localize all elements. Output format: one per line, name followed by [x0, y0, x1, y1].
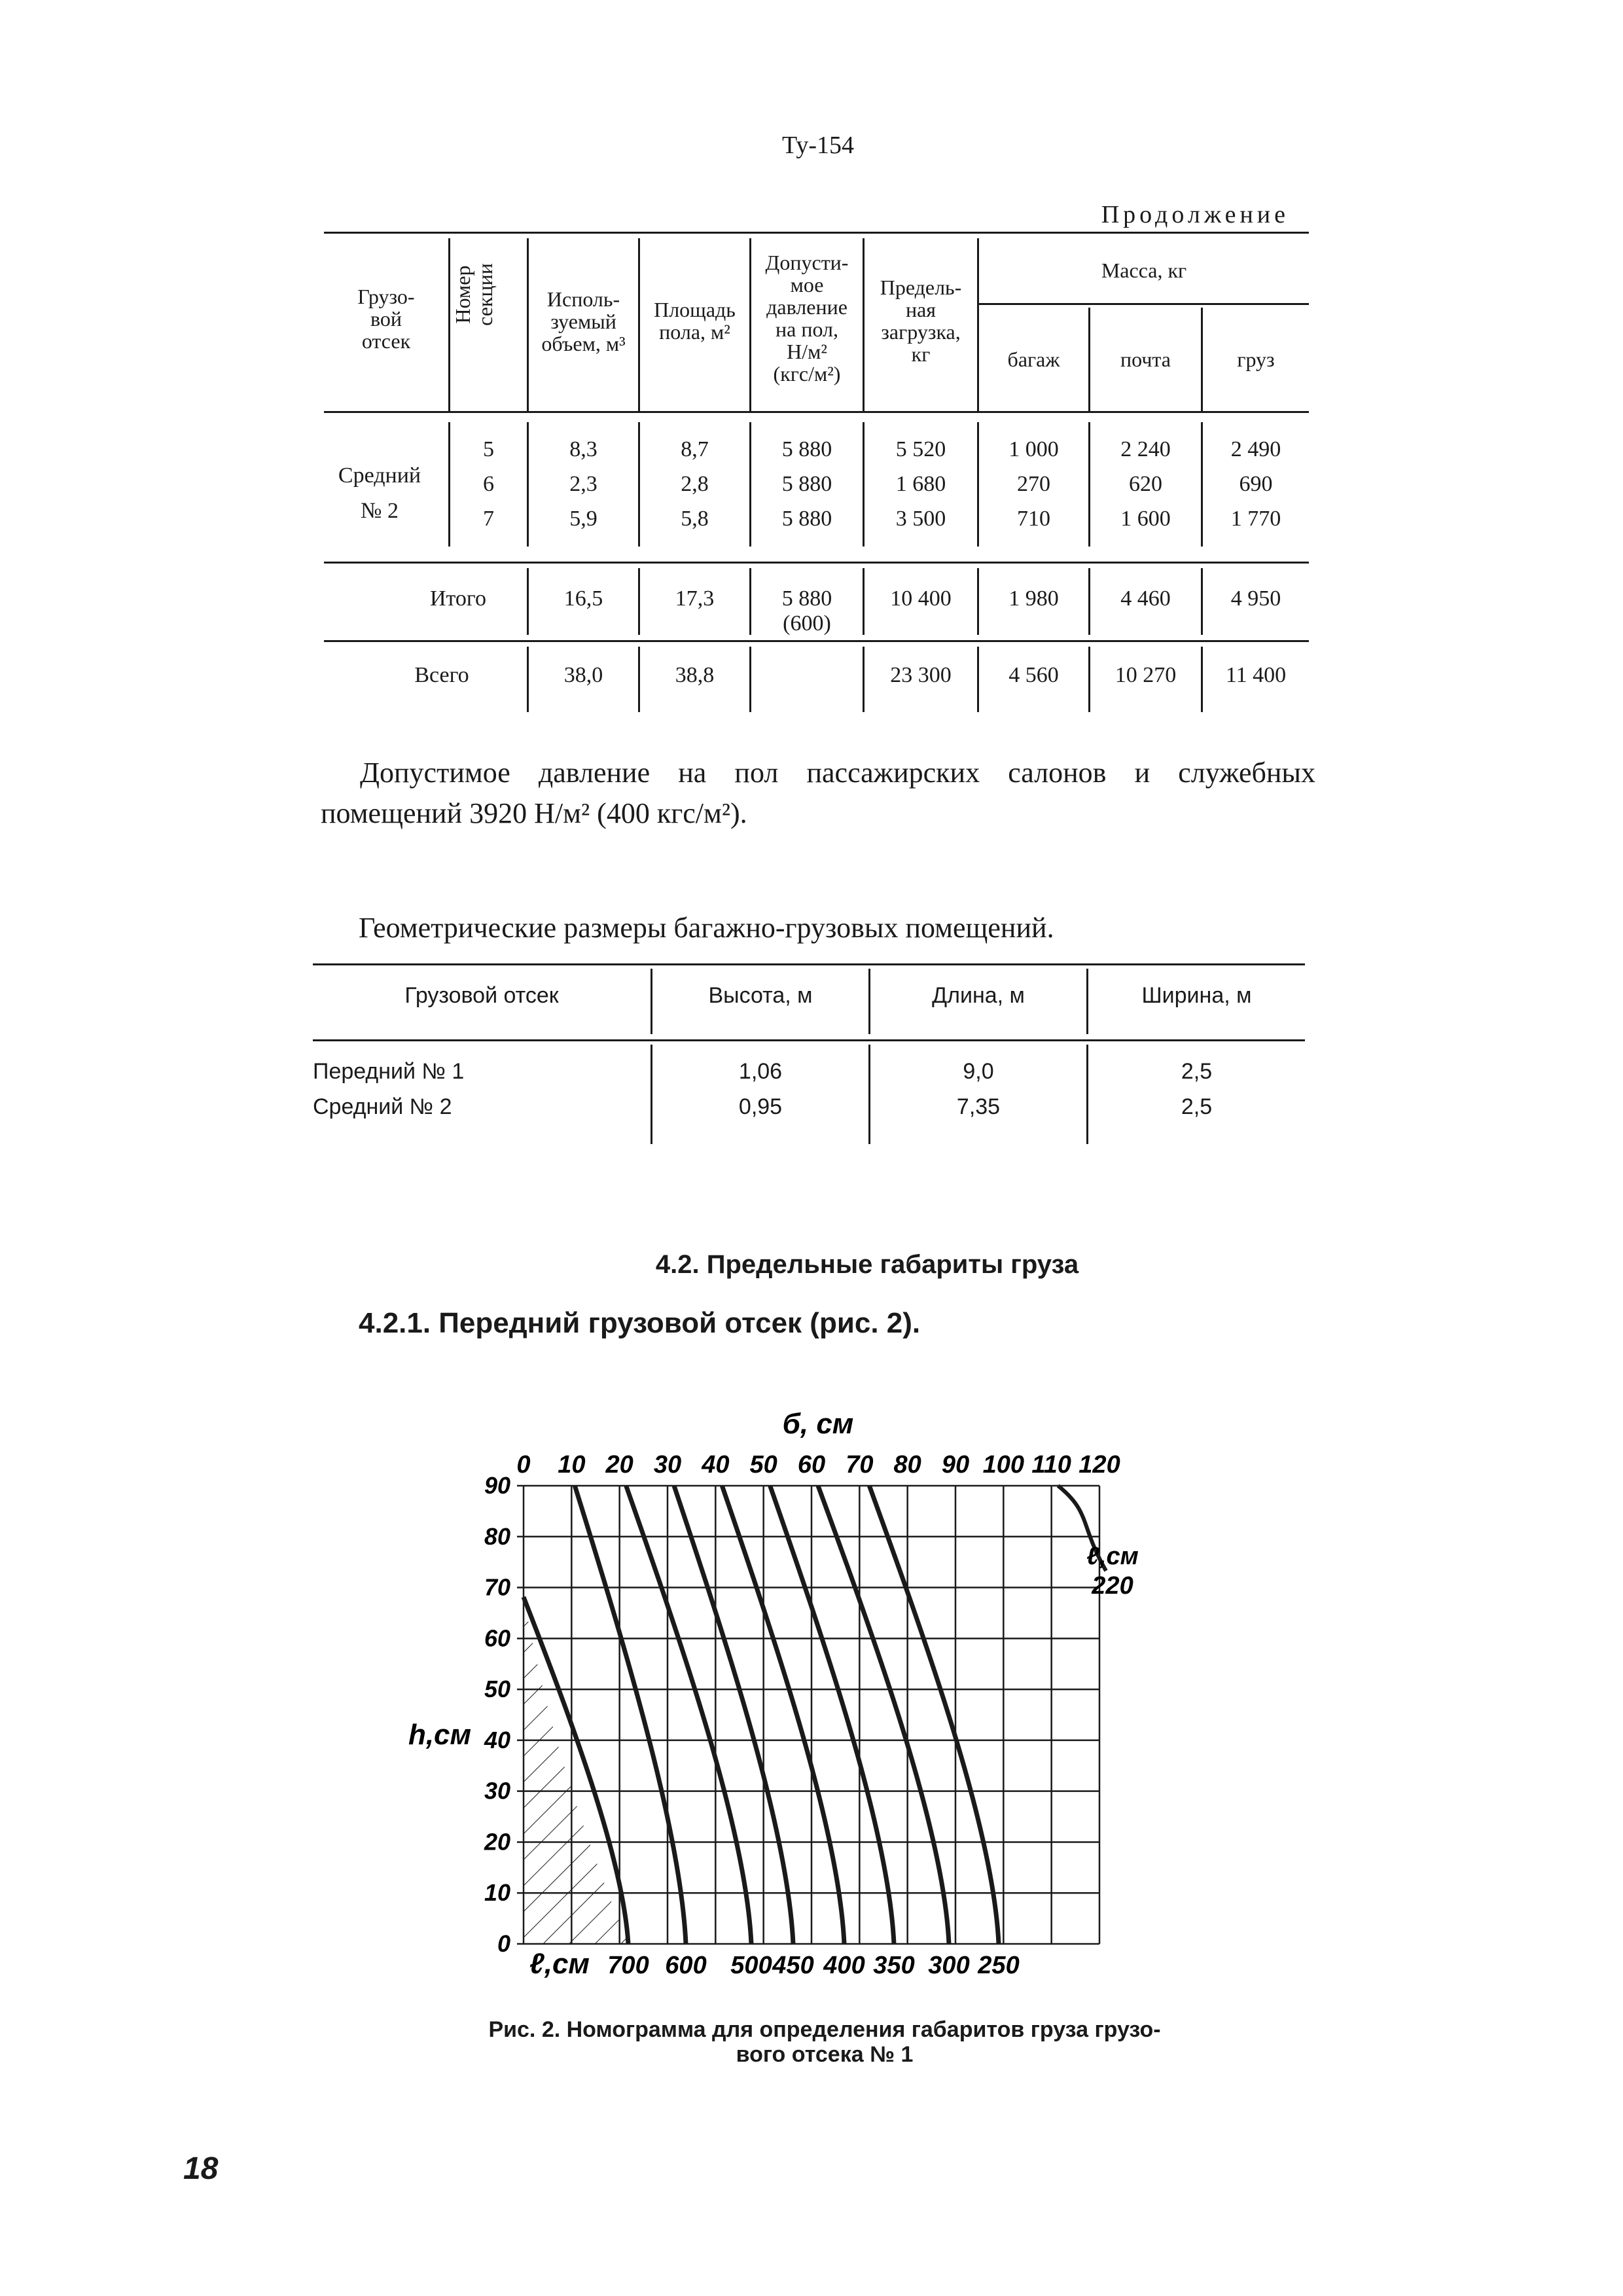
curve-label: 700 [607, 1952, 649, 1979]
total-mail: 4 460 [1120, 586, 1171, 611]
section-heading: 4.2. Предельные габариты груза [655, 1250, 1079, 1279]
grand-total-volume: 38,0 [563, 663, 603, 687]
nomogram-curves [524, 1486, 1106, 1944]
nomogram-curve [869, 1486, 999, 1944]
t2-header-height: Высота, м [708, 983, 813, 1008]
page-number: 18 [183, 2151, 219, 2186]
top-tick-label: 0 [516, 1451, 531, 1479]
col-header-mail: почта [1120, 348, 1171, 371]
col-header-section: Номер секции [451, 263, 497, 326]
cell-load: 1 680 [895, 472, 946, 496]
top-tick-label: 50 [749, 1451, 777, 1479]
subheading-text: 4.2.1. Передний грузовой отсек (рис. 2). [359, 1307, 921, 1339]
cell-load: 3 500 [895, 507, 946, 531]
curve-label: 350 [873, 1952, 915, 1979]
cell-mail: 620 [1129, 472, 1162, 496]
left-tick-label: 90 [484, 1472, 510, 1499]
top-tick-label: 30 [653, 1451, 682, 1479]
bottom-axis-label: ℓ,см [529, 1948, 590, 1980]
top-tick-label: 110 [1031, 1451, 1071, 1479]
col-header-volume: Исполь- зуемый объем, м³ [541, 287, 626, 355]
total-area: 17,3 [675, 586, 715, 611]
right-curve-label-unit: ℓ,см [1086, 1543, 1139, 1570]
curve-labels [607, 1952, 1019, 1979]
curve-label: 400 [823, 1952, 865, 1979]
col-header-compartment: Грузо- вой отсек [357, 285, 415, 353]
cell-length: 9,0 [963, 1059, 994, 1084]
cell-height: 1,06 [738, 1059, 783, 1084]
cell-pressure: 5 880 [781, 437, 832, 461]
right-curve-label-value: 220 [1092, 1572, 1133, 1600]
cell-volume: 8,3 [569, 437, 597, 461]
nomogram-figure [393, 1394, 1178, 1983]
top-tick-label: 80 [893, 1451, 921, 1479]
cell-volume: 5,9 [569, 507, 597, 531]
cell-width: 2,5 [1181, 1059, 1213, 1084]
col-header-cargo: груз [1237, 348, 1275, 371]
curve-label: 300 [928, 1952, 970, 1979]
cell-baggage: 1 000 [1008, 437, 1059, 461]
cell-area: 8,7 [681, 437, 709, 461]
cell-section: 7 [483, 507, 494, 531]
grand-total-load: 23 300 [890, 663, 952, 687]
col-header-pressure: Допусти- мое давление на пол, Н/м² (кгс/м²) [765, 251, 849, 386]
top-axis-label: б, см [782, 1408, 854, 1440]
col-header-baggage: багаж [1007, 348, 1060, 371]
col-header-mass: Масса, кг [1101, 259, 1187, 282]
table2-caption: Геометрические размеры багажно-грузовых помещений. [359, 912, 1054, 944]
cell-cargo: 690 [1239, 472, 1273, 496]
cell-mail: 2 240 [1120, 437, 1171, 461]
left-tick-label: 70 [484, 1573, 510, 1601]
cell-length: 7,35 [956, 1094, 1001, 1119]
grand-total-cargo: 11 400 [1225, 663, 1287, 687]
caption-line-2: вого отсека № 1 [736, 2042, 914, 2067]
cell-mail: 1 600 [1120, 507, 1171, 531]
curve-label: 600 [665, 1952, 707, 1979]
top-tick-label: 40 [702, 1451, 730, 1479]
cell-baggage: 710 [1017, 507, 1050, 531]
cell-width: 2,5 [1181, 1094, 1213, 1119]
pressure-note: Допустимое давление на пол пассажирских салонов и служебных помещений 3920 Н/м² (400 кгс/м²). [321, 757, 1315, 829]
cell-section: 6 [483, 472, 494, 496]
compartment-name: Средний № 2 [338, 463, 421, 523]
t2-header-length: Длина, м [932, 983, 1025, 1008]
cell-section: 5 [483, 437, 494, 461]
grand-total-baggage: 4 560 [1008, 663, 1059, 687]
total-label: Итого [429, 586, 487, 611]
cell-load: 5 520 [895, 437, 946, 461]
cell-cargo: 1 770 [1230, 507, 1281, 531]
total-baggage: 1 980 [1008, 586, 1059, 611]
cell-pressure: 5 880 [781, 472, 832, 496]
page-title: Ту-154 [782, 132, 854, 159]
cell-cargo: 2 490 [1230, 437, 1281, 461]
col-header-load: Предель- ная загрузка, кг [880, 276, 962, 366]
left-tick-label: 30 [484, 1777, 510, 1804]
cell-volume: 2,3 [569, 472, 597, 496]
total-pressure: 5 880 (600) [781, 586, 832, 636]
curve-label: 250 [978, 1952, 1020, 1979]
left-tick-label: 80 [484, 1522, 510, 1550]
cell-compartment: Передний № 1 [313, 1059, 465, 1084]
curve-label: 450 [772, 1952, 814, 1979]
top-tick-label: 100 [982, 1451, 1025, 1479]
total-load: 10 400 [890, 586, 952, 611]
cell-compartment: Средний № 2 [313, 1094, 452, 1119]
col-header-area: Площадь пола, м² [654, 298, 736, 344]
cell-area: 5,8 [681, 507, 709, 531]
top-tick-label: 60 [797, 1451, 826, 1479]
left-axis-label: h,см [408, 1719, 472, 1751]
nomogram-grid [517, 1486, 1099, 1944]
figure-caption [327, 2017, 1322, 2067]
cell-baggage: 270 [1017, 472, 1050, 496]
left-tick-label: 50 [484, 1676, 510, 1703]
t2-header-compartment: Грузовой отсек [404, 983, 559, 1008]
left-tick-label: 10 [484, 1879, 510, 1907]
top-tick-label: 120 [1079, 1451, 1120, 1479]
hatched-area [524, 1597, 628, 1944]
total-volume: 16,5 [563, 586, 603, 611]
cell-area: 2,8 [681, 472, 709, 496]
top-tick-label: 70 [846, 1451, 874, 1479]
nomogram-curve [674, 1486, 793, 1944]
top-tick-label: 10 [558, 1451, 586, 1479]
top-ticks [516, 1451, 1120, 1479]
continuation-label: Продолжение [1101, 201, 1289, 228]
total-cargo: 4 950 [1230, 586, 1281, 611]
nomogram-curve [770, 1486, 894, 1944]
caption-line-1: Рис. 2. Номограмма для определения габаритов груза грузо- [488, 2017, 1161, 2042]
grand-total-label: Всего [414, 663, 469, 687]
t2-header-width: Ширина, м [1141, 983, 1252, 1008]
left-tick-label: 60 [484, 1624, 510, 1652]
left-ticks [484, 1472, 510, 1957]
section-subheading [359, 1306, 1308, 1340]
grand-total-area: 38,8 [675, 663, 715, 687]
cell-pressure: 5 880 [781, 507, 832, 531]
grand-total-mail: 10 270 [1115, 663, 1177, 687]
left-tick-label: 40 [484, 1726, 510, 1753]
left-tick-label: 20 [484, 1828, 510, 1856]
cell-height: 0,95 [738, 1094, 783, 1119]
curve-label: 500 [730, 1952, 772, 1979]
top-tick-label: 90 [941, 1451, 970, 1479]
top-tick-label: 20 [605, 1451, 633, 1479]
left-tick-label: 0 [497, 1930, 510, 1957]
